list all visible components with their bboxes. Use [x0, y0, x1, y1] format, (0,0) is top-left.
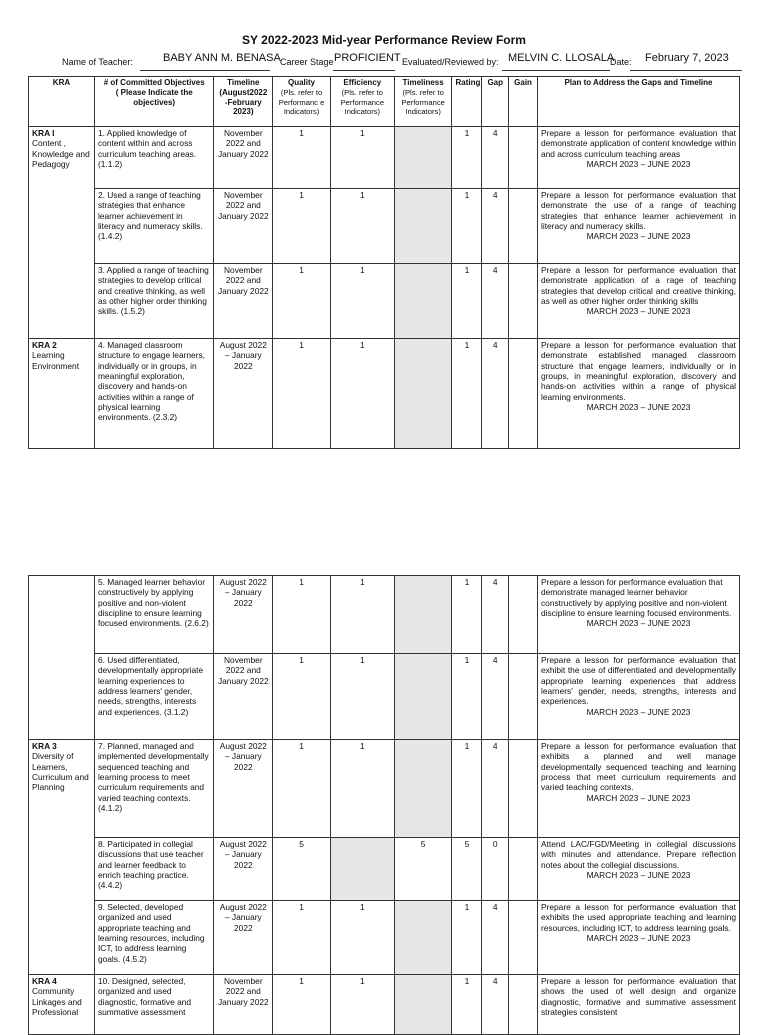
efficiency-cell: 1	[330, 975, 394, 1035]
table-row	[29, 654, 740, 740]
rating-cell: 1	[452, 654, 482, 740]
objective-cell: 5. Managed learner behavior constructively by applying positive and non-violent discipline to ensure learning focused environments. (2.6.2)	[94, 576, 214, 654]
timeline-cell: August 2022 – January 2022	[214, 339, 273, 449]
quality-cell: 1	[273, 189, 331, 264]
plan-cell: Prepare a lesson for performance evaluation that demonstrate established managed classroom structure that engage learners, individually or in groups, in meaningful exploration, discovery and hands-on activities within a range of physical learning environments. MARCH 2023 – JUNE 2023	[537, 339, 739, 449]
gain-cell	[509, 127, 538, 189]
rating-cell: 5	[452, 838, 482, 901]
evaluator-name: MELVIN C. LLOSALA	[508, 52, 615, 64]
career-stage-value: PROFICIENT	[334, 52, 401, 64]
rating-cell: 1	[452, 264, 482, 339]
efficiency-cell: 1	[330, 127, 394, 189]
col-efficiency: Efficiency (Pls. refer to Performance Indicators)	[330, 77, 394, 127]
gap-cell: 4	[482, 264, 509, 339]
date-value: February 7, 2023	[645, 52, 729, 64]
teacher-label: Name of Teacher:	[62, 57, 133, 67]
gap-cell: 4	[482, 127, 509, 189]
timeliness-cell	[394, 654, 452, 740]
gap-cell: 4	[482, 901, 509, 975]
plan-cell: Prepare a lesson for performance evaluation that shows the used of well design and organize diagnostic, formative and summative assessment strategies consistent	[537, 975, 739, 1035]
table-row	[29, 189, 740, 264]
efficiency-cell	[330, 838, 394, 901]
date-underline	[630, 70, 742, 71]
kra-cell: KRA 4 Community Linkages and Professional	[29, 975, 95, 1035]
timeline-cell: November 2022 and January 2022	[214, 654, 273, 740]
quality-cell: 1	[273, 975, 331, 1035]
career-stage-label: Career Stage	[280, 57, 334, 67]
quality-cell: 1	[273, 654, 331, 740]
rating-cell: 1	[452, 127, 482, 189]
plan-cell: Prepare a lesson for performance evaluation that demonstrate the use of a range of teaching strategies that enhance learner achievement in literacy and numeracy skills. MARCH 2023 – JUNE 2023	[537, 189, 739, 264]
efficiency-cell: 1	[330, 189, 394, 264]
kra-cell: KRA I Content , Knowledge and Pedagogy	[29, 127, 95, 339]
col-gap: Gap	[482, 77, 509, 127]
gain-cell	[509, 264, 538, 339]
timeliness-cell	[394, 127, 452, 189]
col-timeline: Timeline (August2022 -February 2023)	[214, 77, 273, 127]
plan-cell: Prepare a lesson for performance evaluation that demonstrate application of content knowledge within and across curriculum teaching areas MARCH 2023 – JUNE 2023	[537, 127, 739, 189]
kra-cell	[29, 576, 95, 740]
col-kra: KRA	[29, 77, 95, 127]
table-row	[29, 740, 740, 838]
timeline-cell: November 2022 and January 2022	[214, 264, 273, 339]
kra-cell: KRA 2 Learning Environment	[29, 339, 95, 449]
rating-cell: 1	[452, 901, 482, 975]
timeline-cell: November 2022 and January 2022	[214, 975, 273, 1035]
date-label: Date:	[610, 57, 632, 67]
gain-cell	[509, 740, 538, 838]
gap-cell: 4	[482, 339, 509, 449]
col-timeliness: Timeliness (Pls. refer to Performance Indicators)	[394, 77, 452, 127]
plan-cell: Attend LAC/FGD/Meeting in collegial discussions with minutes and attendance. Prepare reflection notes about the collegial discussions. MARCH 2023 – JUNE 2023	[537, 838, 739, 901]
rating-cell: 1	[452, 740, 482, 838]
rating-cell: 1	[452, 339, 482, 449]
plan-cell: Prepare a lesson for performance evaluation that demonstrate managed learner behavior constructively by applying positive and non-violent discipline to ensure learning focused environments. MARCH 2023 – JUNE 2023	[537, 576, 739, 654]
objective-cell: 2. Used a range of teaching strategies that enhance learner achievement in literacy and numeracy skills. (1.4.2)	[94, 189, 214, 264]
timeliness-cell: 5	[394, 838, 452, 901]
quality-cell: 1	[273, 339, 331, 449]
gain-cell	[509, 975, 538, 1035]
objective-cell: 3. Applied a range of teaching strategies to develop critical and creative thinking, as well as other higher order thinking skills. (1.5.2)	[94, 264, 214, 339]
gap-cell: 4	[482, 189, 509, 264]
evaluator-underline	[502, 70, 610, 71]
efficiency-cell: 1	[330, 901, 394, 975]
kra-cell: KRA 3 Diversity of Learners, Curriculum and Planning	[29, 740, 95, 975]
timeliness-cell	[394, 740, 452, 838]
quality-cell: 5	[273, 838, 331, 901]
timeliness-cell	[394, 339, 452, 449]
evaluated-label: Evaluated/Reviewed by:	[402, 57, 499, 67]
objective-cell: 7. Planned, managed and implemented developmentally sequenced teaching and learning process to meet curriculum requirements and varied teaching contexts. (4.1.2)	[94, 740, 214, 838]
table-row	[29, 264, 740, 339]
rating-cell: 1	[452, 975, 482, 1035]
gain-cell	[509, 339, 538, 449]
table-row	[29, 339, 740, 449]
table-row	[29, 838, 740, 901]
objective-cell: 6. Used differentiated, developmentally appropriate learning experiences to address learners' gender, needs, strengths, interests and experiences. (3.1.2)	[94, 654, 214, 740]
efficiency-cell: 1	[330, 654, 394, 740]
col-objectives: # of Committed Objectives ( Please Indicate the objectives)	[94, 77, 214, 127]
gap-cell: 4	[482, 975, 509, 1035]
timeliness-cell	[394, 189, 452, 264]
review-table-part-1	[28, 76, 740, 449]
objective-cell: 8. Participated in collegial discussions that use teacher and learner feedback to enrich teaching practice. (4.4.2)	[94, 838, 214, 901]
gain-cell	[509, 654, 538, 740]
timeline-cell: August 2022 – January 2022	[214, 740, 273, 838]
table-row	[29, 576, 740, 654]
gap-cell: 4	[482, 654, 509, 740]
col-gain: Gain	[509, 77, 538, 127]
col-quality: Quality (Pls. refer to Performanc e Indicators)	[273, 77, 331, 127]
review-table-part-2	[28, 575, 740, 1035]
efficiency-cell: 1	[330, 576, 394, 654]
timeliness-cell	[394, 901, 452, 975]
table-row	[29, 901, 740, 975]
efficiency-cell: 1	[330, 264, 394, 339]
plan-cell: Prepare a lesson for performance evaluation that exhibits the used appropriate teaching and learning resources, including ICT, to address learning goals. MARCH 2023 – JUNE 2023	[537, 901, 739, 975]
form-header	[62, 54, 752, 72]
rating-cell: 1	[452, 189, 482, 264]
objective-cell: 9. Selected, developed organized and used appropriate teaching and learning resources, including ICT, to address learning goals. (4.5.2)	[94, 901, 214, 975]
efficiency-cell: 1	[330, 740, 394, 838]
efficiency-cell: 1	[330, 339, 394, 449]
plan-cell: Prepare a lesson for performance evaluation that exhibit the use of differentiated and developmentally appropriate learning experiences that address learners' gender, needs, strengths, interests and experiences. MARCH 2023 – JUNE 2023	[537, 654, 739, 740]
quality-cell: 1	[273, 740, 331, 838]
gap-cell: 4	[482, 576, 509, 654]
plan-cell: Prepare a lesson for performance evaluation that exhibits a planned and well manage developmentally sequenced teaching and learning process that meet curriculum requirements and varied teaching contexts. MARCH 2023 – JUNE 2023	[537, 740, 739, 838]
objective-cell: 1. Applied knowledge of content within and across curriculum teaching areas. (1.1.2)	[94, 127, 214, 189]
plan-cell: Prepare a lesson for performance evaluation that demonstrate application of a rage of teaching strategies that develop critical and creative thinking, as well as other higher order thinking skills MARCH 2023 – JUNE 2023	[537, 264, 739, 339]
teacher-name: BABY ANN M. BENASA	[163, 52, 281, 64]
table-row	[29, 127, 740, 189]
gap-cell: 4	[482, 740, 509, 838]
timeline-cell: November 2022 and January 2022	[214, 189, 273, 264]
col-rating: Rating	[452, 77, 482, 127]
timeline-cell: August 2022 – January 2022	[214, 901, 273, 975]
quality-cell: 1	[273, 127, 331, 189]
rating-cell: 1	[452, 576, 482, 654]
header-row	[29, 77, 740, 127]
gain-cell	[509, 838, 538, 901]
gain-cell	[509, 576, 538, 654]
table-row	[29, 975, 740, 1035]
col-plan: Plan to Address the Gaps and Timeline	[537, 77, 739, 127]
career-underline	[333, 70, 395, 71]
timeliness-cell	[394, 576, 452, 654]
objective-cell: 10. Designed, selected, organized and used diagnostic, formative and summative assessment	[94, 975, 214, 1035]
timeline-cell: August 2022 – January 2022	[214, 838, 273, 901]
timeliness-cell	[394, 264, 452, 339]
form-title: SY 2022-2023 Mid-year Performance Review Form	[242, 33, 526, 47]
quality-cell: 1	[273, 264, 331, 339]
timeline-cell: November 2022 and January 2022	[214, 127, 273, 189]
quality-cell: 1	[273, 576, 331, 654]
gap-cell: 0	[482, 838, 509, 901]
teacher-underline	[140, 70, 270, 71]
timeline-cell: August 2022 – January 2022	[214, 576, 273, 654]
quality-cell: 1	[273, 901, 331, 975]
gain-cell	[509, 901, 538, 975]
timeliness-cell	[394, 975, 452, 1035]
objective-cell: 4. Managed classroom structure to engage learners, individually or in groups, in meaningful exploration, discovery and hands-on activities within a range of physical learning environments. (2.3.2)	[94, 339, 214, 449]
gain-cell	[509, 189, 538, 264]
